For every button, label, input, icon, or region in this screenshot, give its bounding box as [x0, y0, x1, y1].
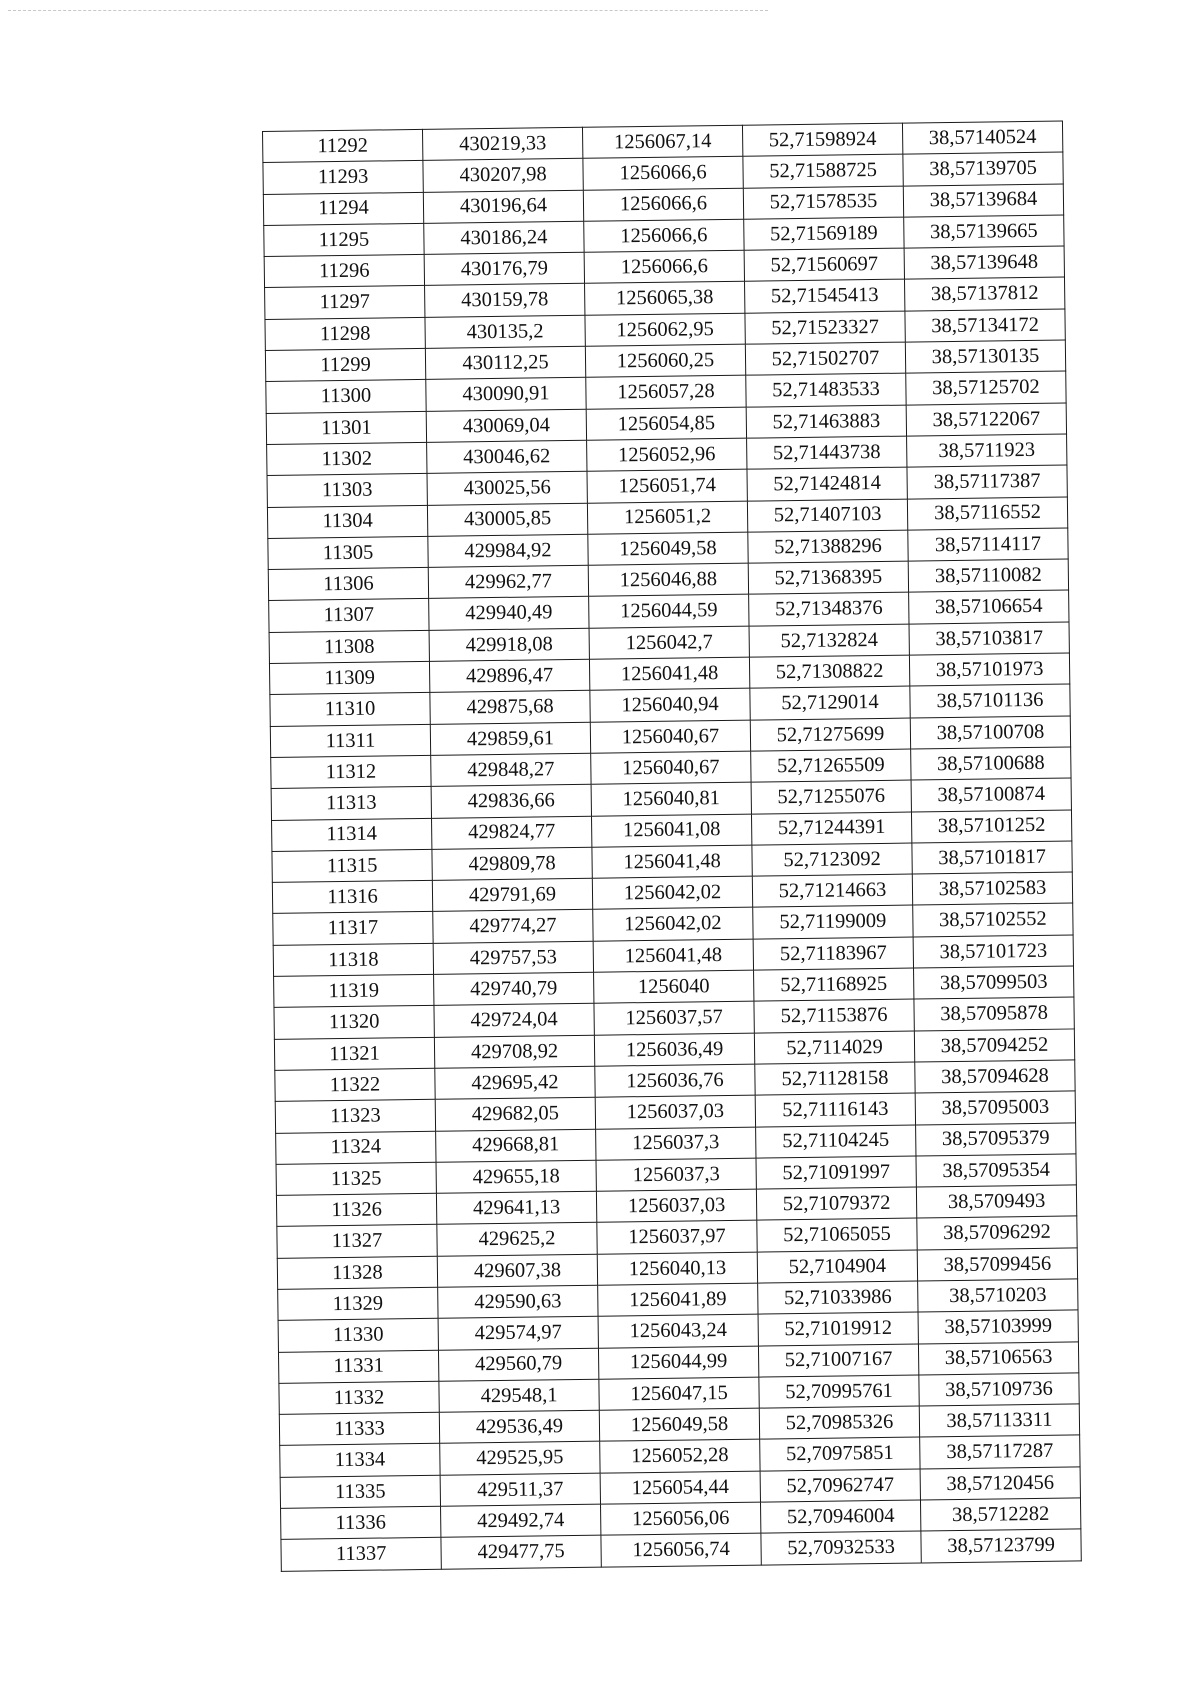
- point-number-cell: 11310: [270, 693, 430, 726]
- point-number-cell: 11302: [267, 442, 427, 475]
- x-coordinate-cell: 430090,91: [426, 378, 586, 411]
- latitude-cell: 52,71368395: [748, 561, 908, 594]
- longitude-cell: 38,57139684: [903, 184, 1063, 217]
- latitude-cell: 52,71183967: [753, 937, 913, 970]
- x-coordinate-cell: 430069,04: [426, 409, 586, 442]
- latitude-cell: 52,71091997: [756, 1156, 916, 1189]
- x-coordinate-cell: 429774,27: [433, 910, 593, 943]
- x-coordinate-cell: 429724,04: [434, 1004, 594, 1037]
- y-coordinate-cell: 1256037,57: [594, 1001, 754, 1034]
- longitude-cell: 38,57113311: [919, 1404, 1079, 1437]
- x-coordinate-cell: 430135,2: [425, 315, 585, 348]
- longitude-cell: 38,5710203: [918, 1279, 1078, 1312]
- point-number-cell: 11325: [276, 1162, 436, 1195]
- point-number-cell: 11309: [269, 661, 429, 694]
- y-coordinate-cell: 1256062,95: [585, 313, 745, 346]
- point-number-cell: 11298: [265, 317, 425, 350]
- latitude-cell: 52,71308822: [749, 655, 909, 688]
- latitude-cell: 52,71424814: [747, 467, 907, 500]
- y-coordinate-cell: 1256057,28: [586, 376, 746, 409]
- point-number-cell: 11320: [274, 1006, 434, 1039]
- point-number-cell: 11328: [277, 1256, 437, 1289]
- y-coordinate-cell: 1256049,58: [588, 532, 748, 565]
- longitude-cell: 38,57137812: [905, 277, 1065, 310]
- y-coordinate-cell: 1256040,81: [591, 782, 751, 815]
- longitude-cell: 38,57095003: [915, 1091, 1075, 1124]
- longitude-cell: 38,5712282: [920, 1498, 1080, 1531]
- longitude-cell: 38,57099503: [914, 966, 1074, 999]
- latitude-cell: 52,71019912: [758, 1312, 918, 1345]
- point-number-cell: 11304: [267, 505, 427, 538]
- y-coordinate-cell: 1256054,44: [600, 1471, 760, 1504]
- longitude-cell: 38,57096292: [917, 1216, 1077, 1249]
- longitude-cell: 38,57134172: [905, 309, 1065, 342]
- y-coordinate-cell: 1256037,97: [597, 1221, 757, 1254]
- longitude-cell: 38,57100874: [911, 778, 1071, 811]
- point-number-cell: 11301: [266, 411, 426, 444]
- y-coordinate-cell: 1256052,96: [587, 438, 747, 471]
- latitude-cell: 52,71153876: [754, 999, 914, 1032]
- y-coordinate-cell: 1256056,06: [601, 1502, 761, 1535]
- y-coordinate-cell: 1256054,85: [586, 407, 746, 440]
- longitude-cell: 38,57094628: [915, 1060, 1075, 1093]
- y-coordinate-cell: 1256037,03: [595, 1095, 755, 1128]
- longitude-cell: 38,57102583: [912, 872, 1072, 905]
- latitude-cell: 52,7123092: [752, 843, 912, 876]
- latitude-cell: 52,71199009: [753, 905, 913, 938]
- longitude-cell: 38,57117387: [907, 465, 1067, 498]
- x-coordinate-cell: 429548,1: [439, 1379, 599, 1412]
- y-coordinate-cell: 1256041,48: [592, 845, 752, 878]
- point-number-cell: 11305: [268, 536, 428, 569]
- y-coordinate-cell: 1256041,08: [591, 814, 751, 847]
- x-coordinate-cell: 429525,95: [440, 1442, 600, 1475]
- latitude-cell: 52,71116143: [755, 1093, 915, 1126]
- latitude-cell: 52,71578535: [743, 186, 903, 219]
- longitude-cell: 38,57125702: [906, 371, 1066, 404]
- latitude-cell: 52,71244391: [751, 812, 911, 845]
- y-coordinate-cell: 1256066,6: [583, 157, 743, 190]
- latitude-cell: 52,71104245: [756, 1125, 916, 1158]
- x-coordinate-cell: 430219,33: [422, 127, 582, 160]
- latitude-cell: 52,71502707: [745, 342, 905, 375]
- x-coordinate-cell: 429655,18: [436, 1160, 596, 1193]
- y-coordinate-cell: 1256067,14: [582, 125, 742, 158]
- x-coordinate-cell: 430159,78: [425, 284, 585, 317]
- x-coordinate-cell: 429511,37: [440, 1473, 600, 1506]
- point-number-cell: 11331: [278, 1350, 438, 1383]
- latitude-cell: 52,70946004: [760, 1500, 920, 1533]
- point-number-cell: 11324: [276, 1131, 436, 1164]
- x-coordinate-cell: 429607,38: [437, 1254, 597, 1287]
- y-coordinate-cell: 1256060,25: [585, 344, 745, 377]
- x-coordinate-cell: 430207,98: [423, 159, 583, 192]
- x-coordinate-cell: 429848,27: [431, 753, 591, 786]
- x-coordinate-cell: 429875,68: [430, 691, 590, 724]
- point-number-cell: 11330: [278, 1319, 438, 1352]
- latitude-cell: 52,70962747: [760, 1469, 920, 1502]
- longitude-cell: 38,57117287: [920, 1435, 1080, 1468]
- latitude-cell: 52,7132824: [749, 624, 909, 657]
- y-coordinate-cell: 1256044,99: [598, 1346, 758, 1379]
- longitude-cell: 38,57095354: [916, 1154, 1076, 1187]
- x-coordinate-cell: 430025,56: [427, 472, 587, 505]
- x-coordinate-cell: 429492,74: [441, 1504, 601, 1537]
- x-coordinate-cell: 429574,97: [438, 1316, 598, 1349]
- latitude-cell: 52,71483533: [746, 373, 906, 406]
- y-coordinate-cell: 1256046,88: [588, 563, 748, 596]
- y-coordinate-cell: 1256041,48: [593, 939, 753, 972]
- longitude-cell: 38,57122067: [906, 403, 1066, 436]
- latitude-cell: 52,70985326: [759, 1406, 919, 1439]
- x-coordinate-cell: 429682,05: [435, 1097, 595, 1130]
- x-coordinate-cell: 429791,69: [432, 878, 592, 911]
- latitude-cell: 52,71214663: [752, 874, 912, 907]
- x-coordinate-cell: 429477,75: [441, 1536, 601, 1569]
- point-number-cell: 11306: [268, 568, 428, 601]
- y-coordinate-cell: 1256037,3: [596, 1127, 756, 1160]
- latitude-cell: 52,71255076: [751, 780, 911, 813]
- latitude-cell: 52,71598924: [742, 123, 902, 156]
- y-coordinate-cell: 1256052,28: [600, 1440, 760, 1473]
- x-coordinate-cell: 429668,81: [436, 1129, 596, 1162]
- y-coordinate-cell: 1256040,67: [591, 751, 751, 784]
- y-coordinate-cell: 1256066,6: [583, 188, 743, 221]
- latitude-cell: 52,71007167: [758, 1344, 918, 1377]
- point-number-cell: 11296: [264, 255, 424, 288]
- x-coordinate-cell: 429940,49: [429, 597, 589, 630]
- point-number-cell: 11300: [266, 380, 426, 413]
- x-coordinate-cell: 430186,24: [424, 221, 584, 254]
- longitude-cell: 38,5709493: [916, 1185, 1076, 1218]
- longitude-cell: 38,57109736: [919, 1373, 1079, 1406]
- longitude-cell: 38,57101136: [910, 684, 1070, 717]
- x-coordinate-cell: 429896,47: [429, 659, 589, 692]
- x-coordinate-cell: 430112,25: [425, 346, 585, 379]
- x-coordinate-cell: 429836,66: [431, 784, 591, 817]
- y-coordinate-cell: 1256041,48: [589, 657, 749, 690]
- point-number-cell: 11327: [277, 1225, 437, 1258]
- point-number-cell: 11311: [270, 724, 430, 757]
- y-coordinate-cell: 1256043,24: [598, 1314, 758, 1347]
- y-coordinate-cell: 1256051,2: [587, 501, 747, 534]
- longitude-cell: 38,57139648: [904, 246, 1064, 279]
- point-number-cell: 11326: [276, 1193, 436, 1226]
- latitude-cell: 52,71168925: [754, 968, 914, 1001]
- y-coordinate-cell: 1256066,6: [584, 219, 744, 252]
- x-coordinate-cell: 429824,77: [432, 816, 592, 849]
- latitude-cell: 52,71443738: [747, 436, 907, 469]
- longitude-cell: 38,57139665: [904, 215, 1064, 248]
- coordinates-sheet: [262, 121, 1081, 1572]
- point-number-cell: 11319: [274, 974, 434, 1007]
- x-coordinate-cell: 429590,63: [438, 1285, 598, 1318]
- point-number-cell: 11313: [271, 787, 431, 820]
- longitude-cell: 38,57103817: [909, 622, 1069, 655]
- latitude-cell: 52,71065055: [757, 1218, 917, 1251]
- latitude-cell: 52,7129014: [750, 686, 910, 719]
- latitude-cell: 52,71463883: [746, 405, 906, 438]
- point-number-cell: 11307: [269, 599, 429, 632]
- longitude-cell: 38,57120456: [920, 1467, 1080, 1500]
- point-number-cell: 11336: [281, 1506, 441, 1539]
- x-coordinate-cell: 429560,79: [438, 1348, 598, 1381]
- point-number-cell: 11329: [278, 1287, 438, 1320]
- latitude-cell: 52,71388296: [748, 530, 908, 563]
- latitude-cell: 52,71128158: [755, 1062, 915, 1095]
- point-number-cell: 11322: [275, 1068, 435, 1101]
- x-coordinate-cell: 429536,49: [439, 1410, 599, 1443]
- latitude-cell: 52,71569189: [744, 217, 904, 250]
- x-coordinate-cell: 429641,13: [436, 1191, 596, 1224]
- longitude-cell: 38,57106563: [918, 1341, 1078, 1374]
- x-coordinate-cell: 429809,78: [432, 847, 592, 880]
- point-number-cell: 11323: [275, 1100, 435, 1133]
- longitude-cell: 38,57123799: [921, 1529, 1081, 1562]
- longitude-cell: 38,5711923: [907, 434, 1067, 467]
- point-number-cell: 11315: [272, 849, 432, 882]
- longitude-cell: 38,57139705: [903, 152, 1063, 185]
- y-coordinate-cell: 1256037,3: [596, 1158, 756, 1191]
- latitude-cell: 52,7104904: [757, 1250, 917, 1283]
- point-number-cell: 11308: [269, 630, 429, 663]
- point-number-cell: 11332: [279, 1381, 439, 1414]
- latitude-cell: 52,71588725: [743, 154, 903, 187]
- coordinates-table: [262, 121, 1082, 1572]
- latitude-cell: 52,71560697: [744, 248, 904, 281]
- point-number-cell: 11314: [272, 818, 432, 851]
- latitude-cell: 52,71033986: [758, 1281, 918, 1314]
- longitude-cell: 38,57116552: [907, 497, 1067, 530]
- latitude-cell: 52,70932533: [761, 1531, 921, 1564]
- point-number-cell: 11334: [280, 1444, 440, 1477]
- coordinates-table-body: [263, 121, 1082, 1571]
- longitude-cell: 38,57101252: [911, 809, 1071, 842]
- longitude-cell: 38,57101817: [912, 841, 1072, 874]
- longitude-cell: 38,57101723: [913, 935, 1073, 968]
- y-coordinate-cell: 1256040,13: [597, 1252, 757, 1285]
- point-number-cell: 11316: [272, 880, 432, 913]
- longitude-cell: 38,57100708: [910, 716, 1070, 749]
- point-number-cell: 11317: [273, 912, 433, 945]
- y-coordinate-cell: 1256056,74: [601, 1533, 761, 1566]
- longitude-cell: 38,57095878: [914, 997, 1074, 1030]
- longitude-cell: 38,57103999: [918, 1310, 1078, 1343]
- point-number-cell: 11303: [267, 474, 427, 507]
- longitude-cell: 38,57130135: [905, 340, 1065, 373]
- point-number-cell: 11312: [271, 755, 431, 788]
- x-coordinate-cell: 429708,92: [434, 1035, 594, 1068]
- longitude-cell: 38,57110082: [908, 559, 1068, 592]
- x-coordinate-cell: 429962,77: [428, 565, 588, 598]
- x-coordinate-cell: 430046,62: [427, 440, 587, 473]
- longitude-cell: 38,57094252: [914, 1029, 1074, 1062]
- y-coordinate-cell: 1256047,15: [599, 1377, 759, 1410]
- y-coordinate-cell: 1256066,6: [584, 250, 744, 283]
- point-number-cell: 11295: [264, 223, 424, 256]
- x-coordinate-cell: 429757,53: [433, 941, 593, 974]
- y-coordinate-cell: 1256049,58: [599, 1408, 759, 1441]
- point-number-cell: 11333: [279, 1412, 439, 1445]
- x-coordinate-cell: 429859,61: [430, 722, 590, 755]
- y-coordinate-cell: 1256036,76: [595, 1064, 755, 1097]
- x-coordinate-cell: 430005,85: [427, 503, 587, 536]
- point-number-cell: 11292: [263, 129, 423, 162]
- y-coordinate-cell: 1256042,02: [593, 908, 753, 941]
- y-coordinate-cell: 1256042,02: [592, 876, 752, 909]
- longitude-cell: 38,57095379: [916, 1122, 1076, 1155]
- point-number-cell: 11318: [273, 943, 433, 976]
- latitude-cell: 52,71079372: [756, 1187, 916, 1220]
- latitude-cell: 52,71545413: [745, 280, 905, 313]
- y-coordinate-cell: 1256037,03: [596, 1189, 756, 1222]
- scan-artifact-line: [8, 10, 768, 11]
- point-number-cell: 11321: [274, 1037, 434, 1070]
- latitude-cell: 52,71523327: [745, 311, 905, 344]
- y-coordinate-cell: 1256036,49: [594, 1033, 754, 1066]
- longitude-cell: 38,57100688: [911, 747, 1071, 780]
- latitude-cell: 52,7114029: [754, 1031, 914, 1064]
- x-coordinate-cell: 429695,42: [435, 1066, 595, 1099]
- latitude-cell: 52,71275699: [750, 718, 910, 751]
- point-number-cell: 11335: [280, 1475, 440, 1508]
- x-coordinate-cell: 429918,08: [429, 628, 589, 661]
- x-coordinate-cell: 430176,79: [424, 252, 584, 285]
- longitude-cell: 38,57114117: [908, 528, 1068, 561]
- y-coordinate-cell: 1256065,38: [585, 282, 745, 315]
- longitude-cell: 38,57101973: [909, 653, 1069, 686]
- point-number-cell: 11293: [263, 161, 423, 194]
- longitude-cell: 38,57099456: [917, 1248, 1077, 1281]
- latitude-cell: 52,70995761: [759, 1375, 919, 1408]
- latitude-cell: 52,71265509: [751, 749, 911, 782]
- longitude-cell: 38,57140524: [902, 121, 1062, 154]
- point-number-cell: 11299: [265, 348, 425, 381]
- y-coordinate-cell: 1256042,7: [589, 626, 749, 659]
- y-coordinate-cell: 1256040,94: [590, 689, 750, 722]
- y-coordinate-cell: 1256044,59: [589, 595, 749, 628]
- x-coordinate-cell: 429740,79: [434, 972, 594, 1005]
- latitude-cell: 52,71407103: [747, 499, 907, 532]
- y-coordinate-cell: 1256051,74: [587, 469, 747, 502]
- latitude-cell: 52,71348376: [749, 593, 909, 626]
- point-number-cell: 11294: [263, 192, 423, 225]
- y-coordinate-cell: 1256040: [594, 970, 754, 1003]
- point-number-cell: 11297: [265, 286, 425, 319]
- longitude-cell: 38,57102552: [913, 903, 1073, 936]
- x-coordinate-cell: 430196,64: [423, 190, 583, 223]
- y-coordinate-cell: 1256041,89: [598, 1283, 758, 1316]
- point-number-cell: 11337: [281, 1538, 441, 1571]
- y-coordinate-cell: 1256040,67: [590, 720, 750, 753]
- x-coordinate-cell: 429984,92: [428, 534, 588, 567]
- x-coordinate-cell: 429625,2: [437, 1223, 597, 1256]
- latitude-cell: 52,70975851: [760, 1437, 920, 1470]
- longitude-cell: 38,57106654: [909, 590, 1069, 623]
